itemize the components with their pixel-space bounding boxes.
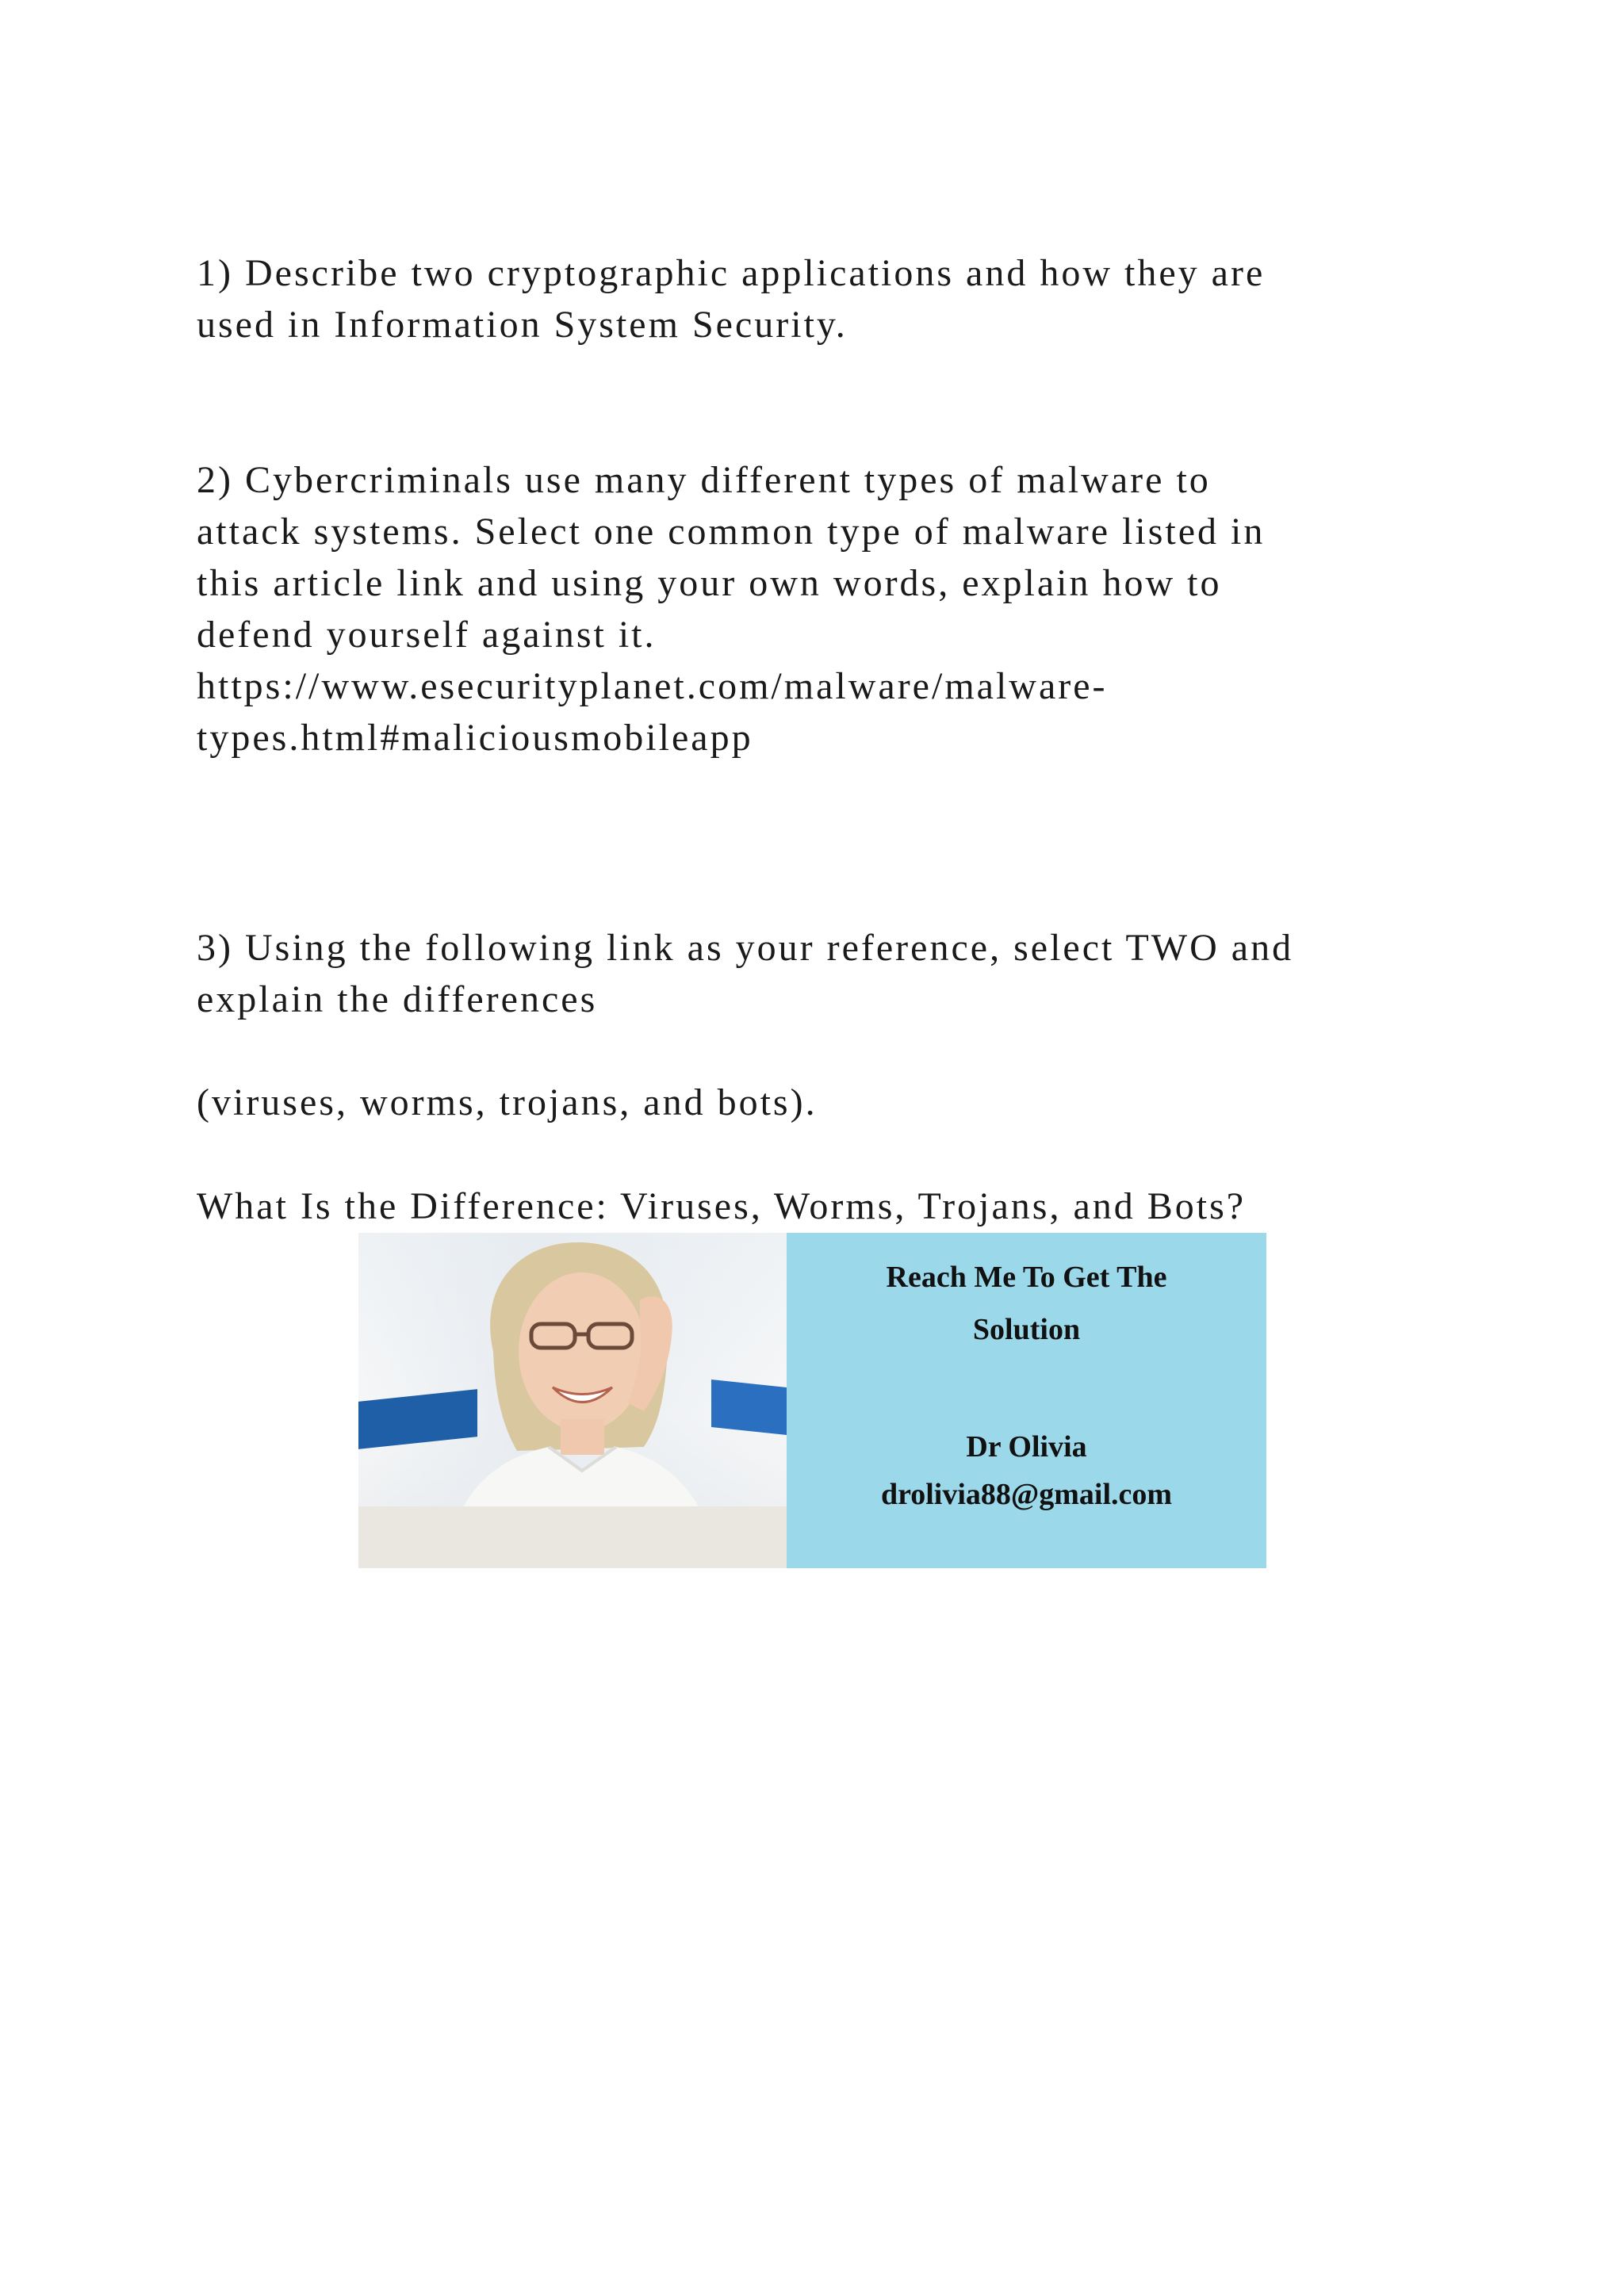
advert-contact-name: Dr Olivia [966,1430,1087,1464]
question-1-line: 1) Describe two cryptographic applications and how they are [197,252,1266,294]
question-2-line: 2) Cybercriminals use many different types of malware to [197,459,1211,501]
question-2-line: attack systems. Select one common type of malware listed in [197,511,1266,553]
question-1-line: used in Information System Security. [197,304,848,346]
reference-title[interactable] [197,1181,1434,1232]
question-1 [197,247,1434,350]
advert-photo [358,1233,787,1568]
article-link-part-1[interactable]: https://www.esecurityplanet.com/malware/malware- [197,665,1108,707]
malware-type-list-text: (viruses, worms, trojans, and bots). [197,1081,818,1123]
malware-type-list [197,1077,1434,1128]
question-3-line: 3) Using the following link as your reference, select TWO and [197,927,1294,969]
question-2-line: this article link and using your own words, explain how to [197,562,1222,604]
contact-advert-banner [358,1233,1266,1568]
question-3-line: explain the differences [197,978,598,1020]
photo-desk [358,1506,787,1568]
advert-contact-email[interactable]: drolivia88@gmail.com [880,1478,1173,1511]
question-2-line: defend yourself against it. [197,614,657,656]
advert-contact-panel [787,1233,1266,1568]
advert-headline-line-2: Solution [972,1313,1081,1346]
article-link-part-2[interactable]: types.html#maliciousmobileapp [197,717,753,759]
question-2 [197,454,1434,763]
question-3 [197,922,1434,1025]
reference-title-text[interactable]: What Is the Difference: Viruses, Worms, Trojans, and Bots? [197,1185,1247,1227]
advert-headline-line-1: Reach Me To Get The [886,1261,1167,1294]
